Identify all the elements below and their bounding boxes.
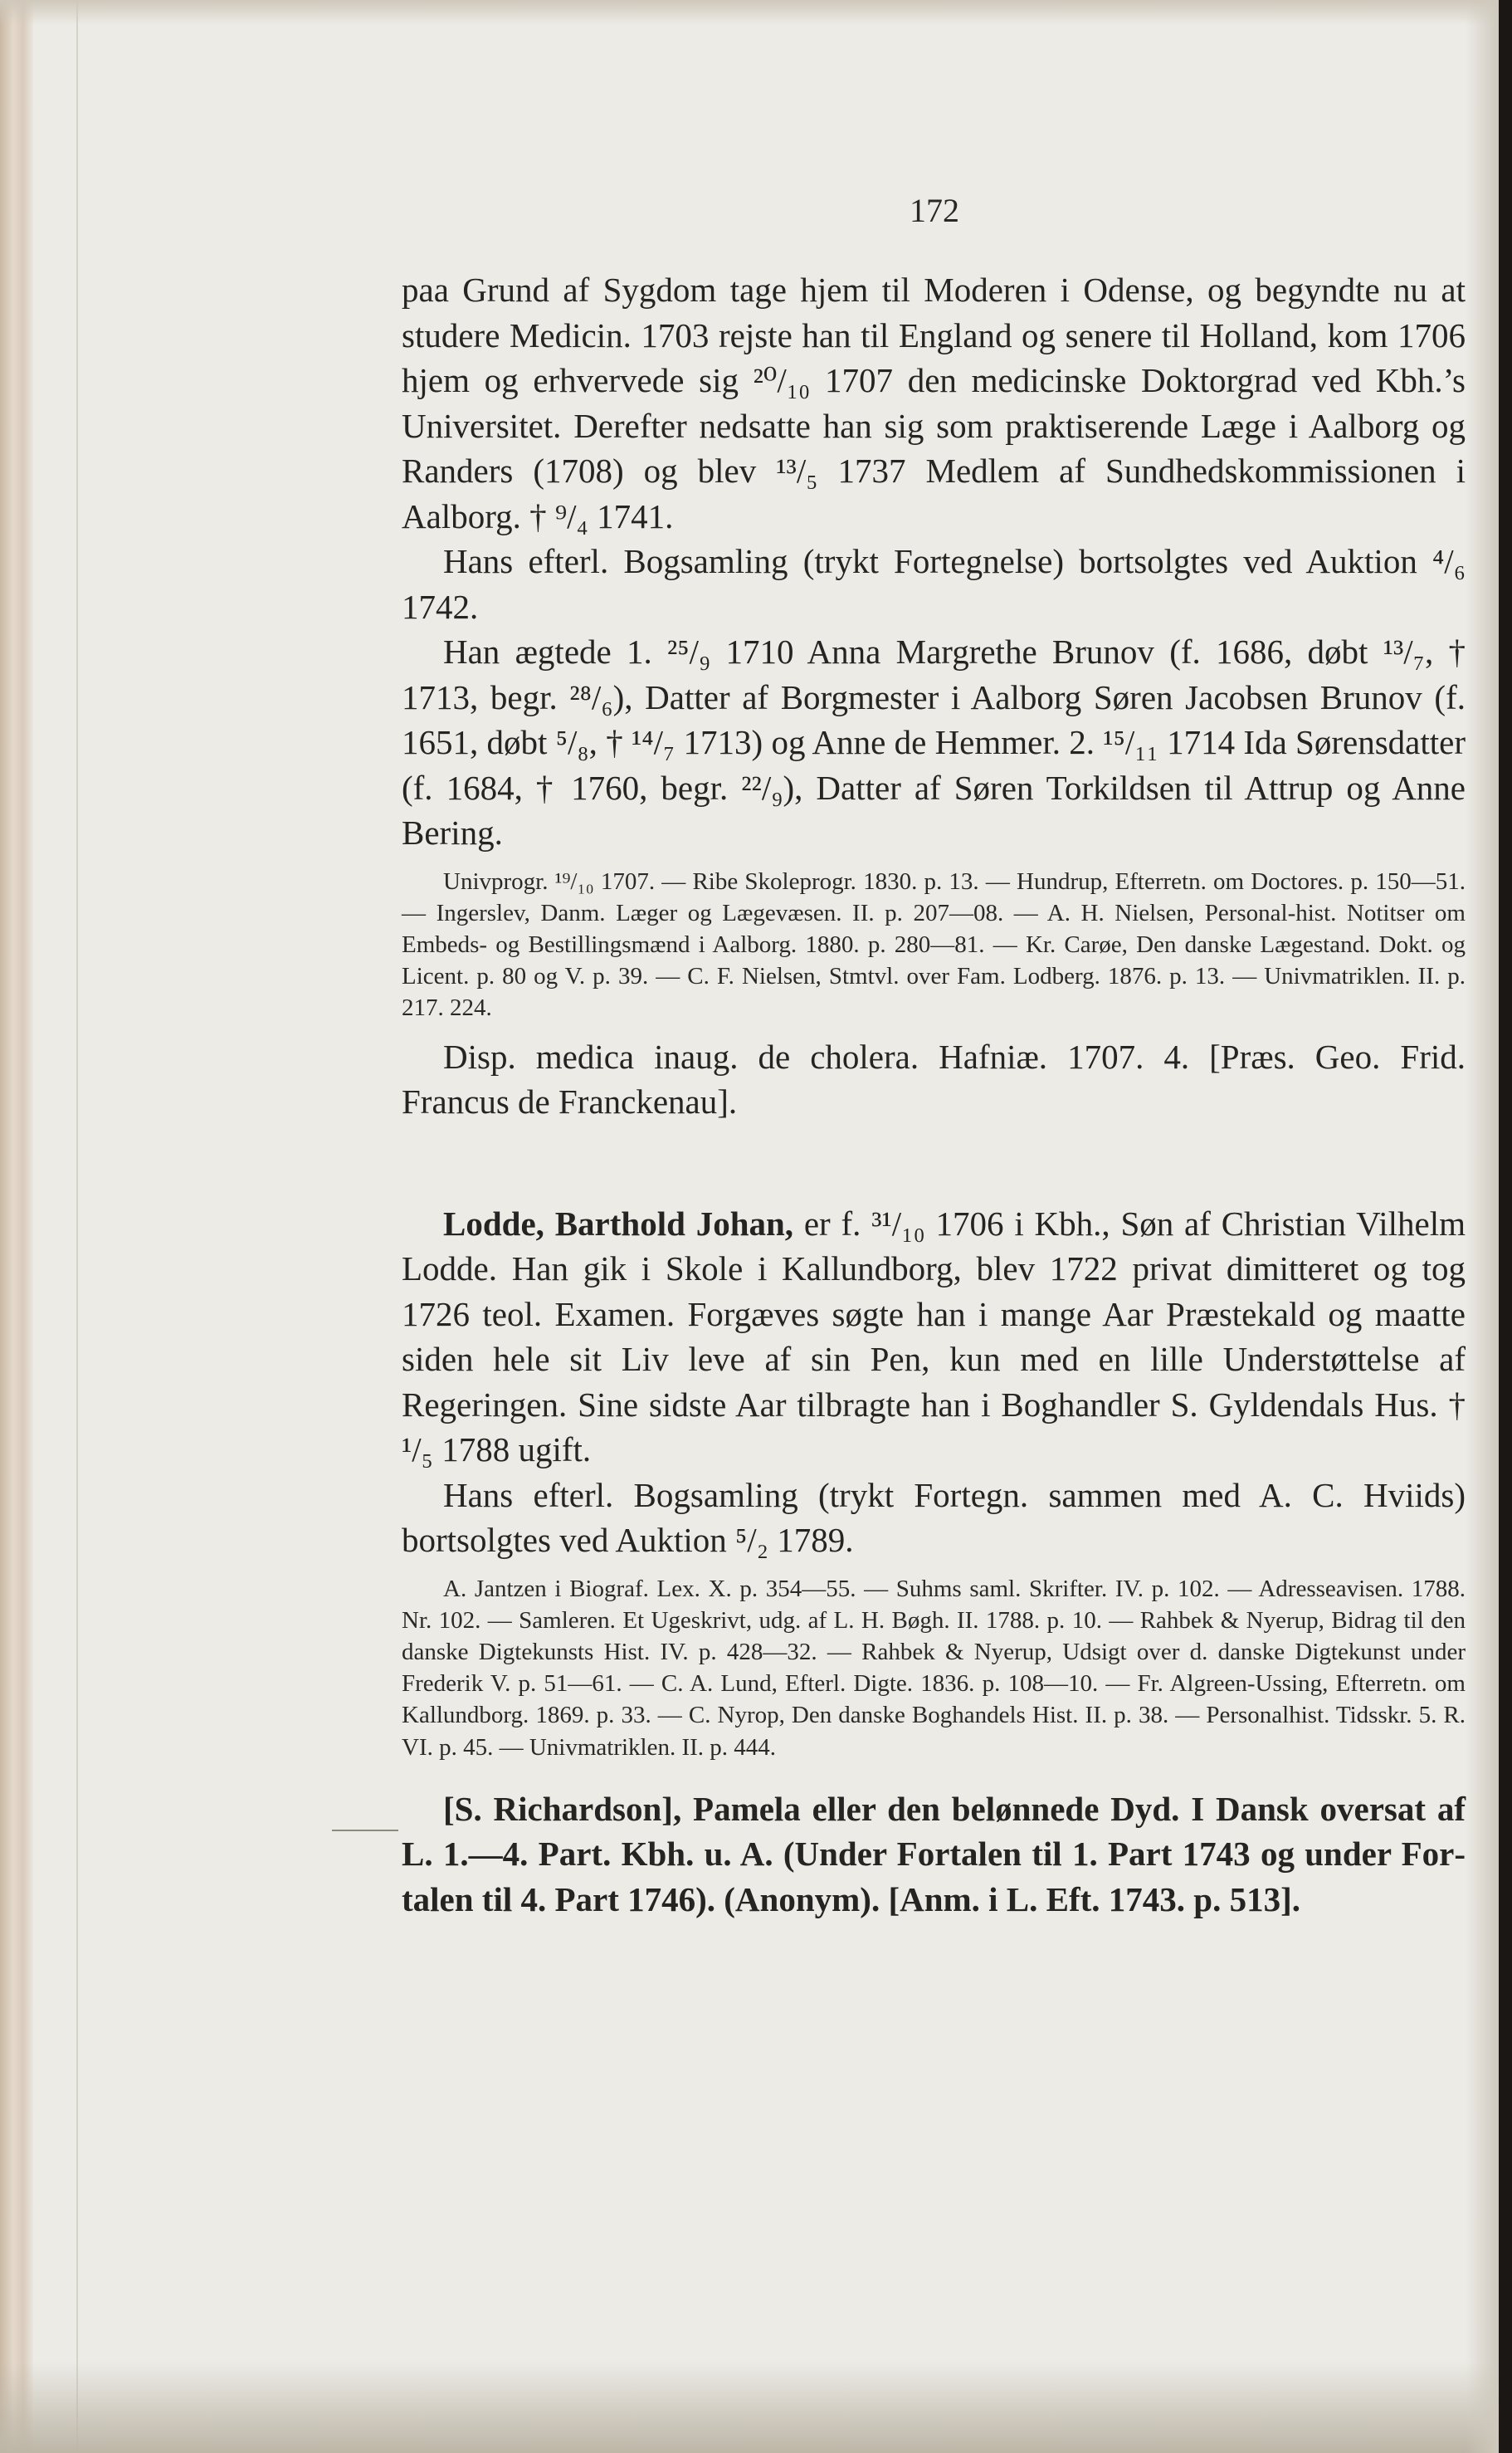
entry-continuation bbox=[402, 267, 1466, 1125]
margin-mark bbox=[332, 1830, 398, 1831]
biography-paragraph: paa Grund af Sygdom tage hjem til Moderen i Odense, og begyndte nu at studere Medicin. 1703 rejste han til England og senere til Holland, kom 1706 hjem og erhvervede sig ²⁰/₁₀ 1707 den medicinske Doktorgrad ved Kbh.’s Universitet. Derefter nedsatte han sig som praktiserende Læge i Aalborg og Randers (1708) og blev ¹³/₅ 1737 Medlem af Sundhedskommissionen i Aalborg. † ⁹/₄ 1741. bbox=[402, 271, 1466, 535]
entry-lodde bbox=[402, 1201, 1466, 1923]
entry-separator bbox=[402, 1125, 1466, 1201]
marriage-paragraph: Han ægtede 1. ²⁵/₉ 1710 Anna Margrethe Brunov (f. 1686, døbt ¹³/₇, † 1713, begr. ²⁸/₆), Datter af Borgmester i Aalborg Søren Jacobsen Brunov (f. 1651, døbt ⁵/₈, † ¹⁴/₇ 1713) og Anne de Hemmer. 2. ¹⁵/₁₁ 1714 Ida Sørensdatter (f. 1684, † 1760, begr. ²²/₉), Datter af Søren Torkildsen til Attrup og Anne Bering. bbox=[402, 633, 1466, 852]
book-spine-edge bbox=[0, 0, 33, 2453]
sources-paragraph: Univprogr. ¹⁹/₁₀ 1707. — Ribe Skoleprogr. 1830. p. 13. — Hundrup, Efterretn. om Doctores. p. 150—51. — Ingerslev, Danm. Læger og Lægevæsen. II. p. 207—08. — A. H. Nielsen, Personal-hist. Notitser om Embeds- og Bestillingsmænd i Aalborg. 1880. p. 280—81. — Kr. Carøe, Den danske Lægestand. Dokt. og Licent. p. 80 og V. p. 39. — C. F. Nielsen, Stmtvl. over Fam. Lodberg. 1876. p. 13. — Univmatriklen. II. p. 217. 224. bbox=[402, 867, 1466, 1022]
right-scan-edge bbox=[1499, 0, 1512, 2453]
bottom-shadow bbox=[0, 2362, 1512, 2453]
works-paragraph: Disp. medica inaug. de cholera. Hafniæ. 1707. 4. [Præs. Geo. Frid. Francus de Franckenau]. bbox=[402, 1037, 1466, 1121]
lodde-biography-paragraph bbox=[402, 1201, 1466, 1473]
lodde-sources-paragraph: A. Jantzen i Biograf. Lex. X. p. 354—55. — Suhms saml. Skrifter. IV. p. 102. — Adresseavisen. 1788. Nr. 102. — Samleren. Et Ugeskrivt, udg. af L. H. Bøgh. II. 1788. p. 10. — Rahbek & Nyerup, Bidrag til den danske Digtekunsts Hist. IV. p. 428—32. — Rahbek & Nyerup, Udsigt over d. danske Digtekunst under Frederik V. p. 51—61. — C. A. Lund, Efterl. Digte. 1836. p. 108—10. — Fr. Algreen-Ussing, Efterretn. om Kallundborg. 1869. p. 33. — C. Nyrop, Den danske Boghandels Hist. II. p. 38. — Personalhist. Tidsskr. 5. R. VI. p. 45. — Univmatriklen. II. p. 444. bbox=[402, 1575, 1466, 1761]
top-shadow bbox=[0, 0, 1512, 25]
spacer bbox=[402, 1773, 1466, 1786]
gutter-line bbox=[76, 0, 78, 2453]
lodde-works-paragraph: [S. Richardson], Pamela eller den belønnede Dyd. I Dansk oversat af L. 1.—4. Part. Kbh. u. A. (Under Fortalen til 1. Part 1743 og under Fortalen til 4. Part 1746). (Anonym). [Anm. i L. Eft. 1743. p. 513]. bbox=[402, 1789, 1466, 1918]
library-paragraph: Hans efterl. Bogsamling (trykt Fortegnelse) bortsolgtes ved Auktion ⁴/₆ 1742. bbox=[402, 542, 1466, 626]
right-page-shadow bbox=[1466, 0, 1499, 2453]
page-body bbox=[402, 267, 1466, 1922]
lodde-biography-text: er f. ³¹/₁₀ 1706 i Kbh., Søn af Christian Vilhelm Lodde. Han gik i Skole i Kallundborg, blev 1722 privat dimitteret og tog 1726 teol. Examen. Forgæves søgte han i mange Aar Præstekald og maatte siden hele sit Liv leve af sin Pen, kun med en lille Understøttelse af Regeringen. Sine sidste Aar tilbragte han i Boghandler S. Gyldendals Hus. † ¹/₅ 1788 ugift. bbox=[402, 1204, 1466, 1469]
lodde-library-paragraph: Hans efterl. Bogsamling (trykt Fortegn. sammen med A. C. Hviids) bortsolgtes ved Auktion ⁵/₂ 1789. bbox=[402, 1475, 1466, 1560]
page-number: 172 bbox=[910, 192, 959, 229]
headword: Lodde, Barthold Johan, bbox=[443, 1204, 794, 1243]
